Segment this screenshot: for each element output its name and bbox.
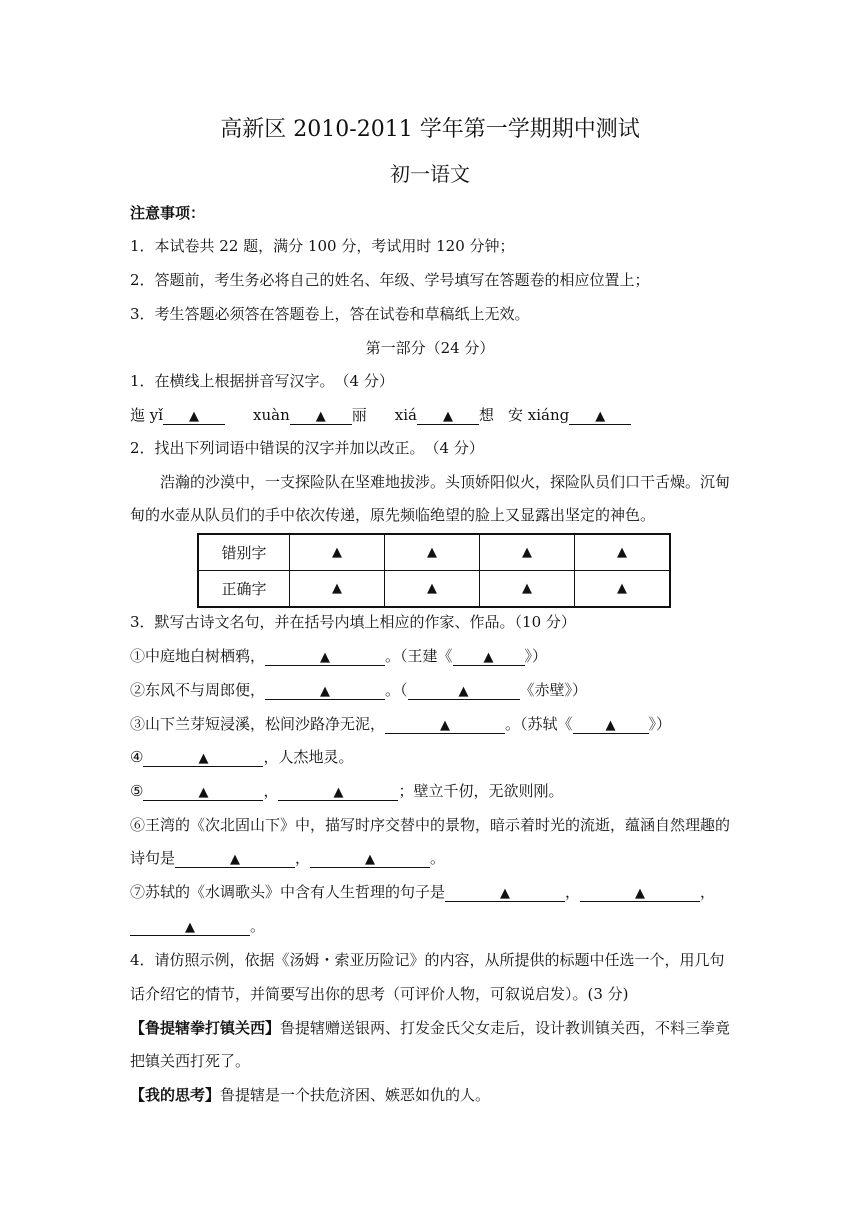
exam-subtitle: 初一语文 bbox=[390, 162, 470, 186]
q2-prompt: 2．找出下列词语中错误的汉字并加以改正。 （4 分） bbox=[130, 439, 484, 457]
q3-answer-blank[interactable]: ▲ bbox=[385, 716, 505, 734]
q4-thinking-tag: 【我的思考】 bbox=[130, 1086, 221, 1104]
q3-answer-blank[interactable]: ▲ bbox=[580, 884, 700, 902]
q4-example-tag: 【鲁提辖拳打镇关西】 bbox=[130, 1019, 281, 1037]
q3-line-2: ②东风不与周郎便， ▲ 。（ ▲ 《赤壁》） bbox=[130, 681, 588, 699]
q3-answer-blank[interactable]: ▲ bbox=[130, 918, 250, 936]
q3-line-1: ①中庭地白树栖鸦， ▲ 。（王建《 ▲ 》） bbox=[130, 647, 548, 665]
q4-example-line: 【鲁提辖拳打镇关西】鲁提辖赠送银两、打发金氏父女走后，设计教训镇关西，不料三拳竟 bbox=[130, 1019, 731, 1037]
q3-answer-blank[interactable]: ▲ bbox=[278, 783, 398, 801]
q3-answer-blank[interactable]: ▲ bbox=[265, 682, 385, 700]
q3-answer-blank[interactable]: ▲ bbox=[175, 850, 295, 868]
q3-answer-blank[interactable]: ▲ bbox=[265, 648, 385, 666]
table-answer-cell[interactable]: ▲ bbox=[575, 534, 671, 571]
q1-pinyin: xiá bbox=[394, 406, 417, 424]
q1-answer-blank[interactable]: ▲ bbox=[290, 407, 352, 425]
notice-item: 3．考生答题必须答在答题卷上，答在试卷和草稿纸上无效。 bbox=[130, 305, 530, 323]
q2-passage-line: 甸的水壶从队员们的手中依次传递，原先频临绝望的脸上又显露出坚定的神色。 bbox=[130, 506, 656, 524]
q3-line-6b: 诗句是 ▲ ， ▲ 。 bbox=[130, 849, 446, 867]
q4-prompt-line: 话介绍它的情节，并简要写出你的思考（可评价人物，可叙说启发）。(3 分) bbox=[130, 985, 629, 1003]
notice-item: 1．本试卷共 22 题，满分 100 分，考试用时 120 分钟； bbox=[130, 237, 515, 255]
q3-line-6a: ⑥王湾的《次北固山下》中，描写时序交替中的景物，暗示着时光的流逝，蕴涵自然理趣的 bbox=[130, 816, 731, 834]
q3-answer-blank[interactable]: ▲ bbox=[453, 648, 525, 666]
q4-thinking-line: 【我的思考】鲁提辖是一个扶危济困、嫉恶如仇的人。 bbox=[130, 1086, 491, 1104]
q4-prompt-line: 4．请仿照示例，依据《汤姆・索亚历险记》的内容，从所提供的标题中任选一个，用几句 bbox=[130, 951, 725, 969]
notice-heading: 注意事项： bbox=[130, 204, 206, 222]
q2-passage-line: 浩瀚的沙漠中，一支探险队在坚难地拔涉。头顶娇阳似火，探险队员们口干舌燥。沉甸 bbox=[160, 473, 731, 491]
table-answer-cell[interactable]: ▲ bbox=[290, 571, 385, 608]
table-answer-cell[interactable]: ▲ bbox=[480, 571, 575, 608]
q2-correction-table bbox=[197, 533, 671, 608]
table-row bbox=[198, 534, 670, 571]
q4-example-line: 把镇关西打死了。 bbox=[130, 1052, 251, 1070]
q3-line-5: ⑤ ▲ ， ▲ ；壁立千仞，无欲则刚。 bbox=[130, 782, 564, 800]
q3-line-7b: ▲ 。 bbox=[130, 916, 265, 936]
q3-answer-blank[interactable]: ▲ bbox=[143, 783, 263, 801]
q3-answer-blank[interactable]: ▲ bbox=[408, 682, 520, 700]
q1-blanks-line: 迤 yǐ ▲ xuàn ▲ 丽 xiá ▲ 想 安 xiáng ▲ bbox=[130, 405, 631, 425]
q3-answer-blank[interactable]: ▲ bbox=[573, 716, 649, 734]
table-row-label: 错别字 bbox=[198, 534, 290, 571]
q1-pinyin: 迤 yǐ bbox=[130, 406, 164, 424]
table-row bbox=[198, 571, 670, 608]
q1-pinyin: 安 xiáng bbox=[508, 406, 570, 424]
q3-answer-blank[interactable]: ▲ bbox=[143, 749, 263, 767]
q3-answer-blank[interactable]: ▲ bbox=[310, 850, 430, 868]
q1-answer-blank[interactable]: ▲ bbox=[569, 407, 631, 425]
table-row-label: 正确字 bbox=[198, 571, 290, 608]
q3-line-7a: ⑦苏轼的《水调歌头》中含有人生哲理的句子是 ▲ ， ▲ ， bbox=[130, 883, 716, 901]
q3-prompt: 3．默写古诗文名句，并在括号内填上相应的作家、作品。（10 分） bbox=[130, 613, 576, 631]
q1-answer-blank[interactable]: ▲ bbox=[163, 407, 225, 425]
table-answer-cell[interactable]: ▲ bbox=[290, 534, 385, 571]
table-answer-cell[interactable]: ▲ bbox=[575, 571, 671, 608]
exam-title: 高新区 2010-2011 学年第一学期期中测试 bbox=[220, 117, 640, 142]
table-answer-cell[interactable]: ▲ bbox=[385, 534, 480, 571]
table-answer-cell[interactable]: ▲ bbox=[385, 571, 480, 608]
table-answer-cell[interactable]: ▲ bbox=[480, 534, 575, 571]
q3-line-3: ③山下兰芽短浸溪，松间沙路净无泥， ▲ 。（苏轼《 ▲ 》） bbox=[130, 715, 672, 733]
part-one-heading: 第一部分（24 分） bbox=[365, 339, 495, 357]
q3-answer-blank[interactable]: ▲ bbox=[445, 884, 565, 902]
q1-pinyin: xuàn bbox=[253, 406, 290, 424]
q1-answer-blank[interactable]: ▲ bbox=[417, 407, 479, 425]
notice-item: 2．答题前，考生务必将自己的姓名、年级、学号填写在答题卷的相应位置上； bbox=[130, 271, 650, 289]
q3-line-4: ④ ▲ ，人杰地灵。 bbox=[130, 748, 354, 766]
q1-prompt: 1．在横线上根据拼音写汉字。 （4 分） bbox=[130, 372, 394, 390]
